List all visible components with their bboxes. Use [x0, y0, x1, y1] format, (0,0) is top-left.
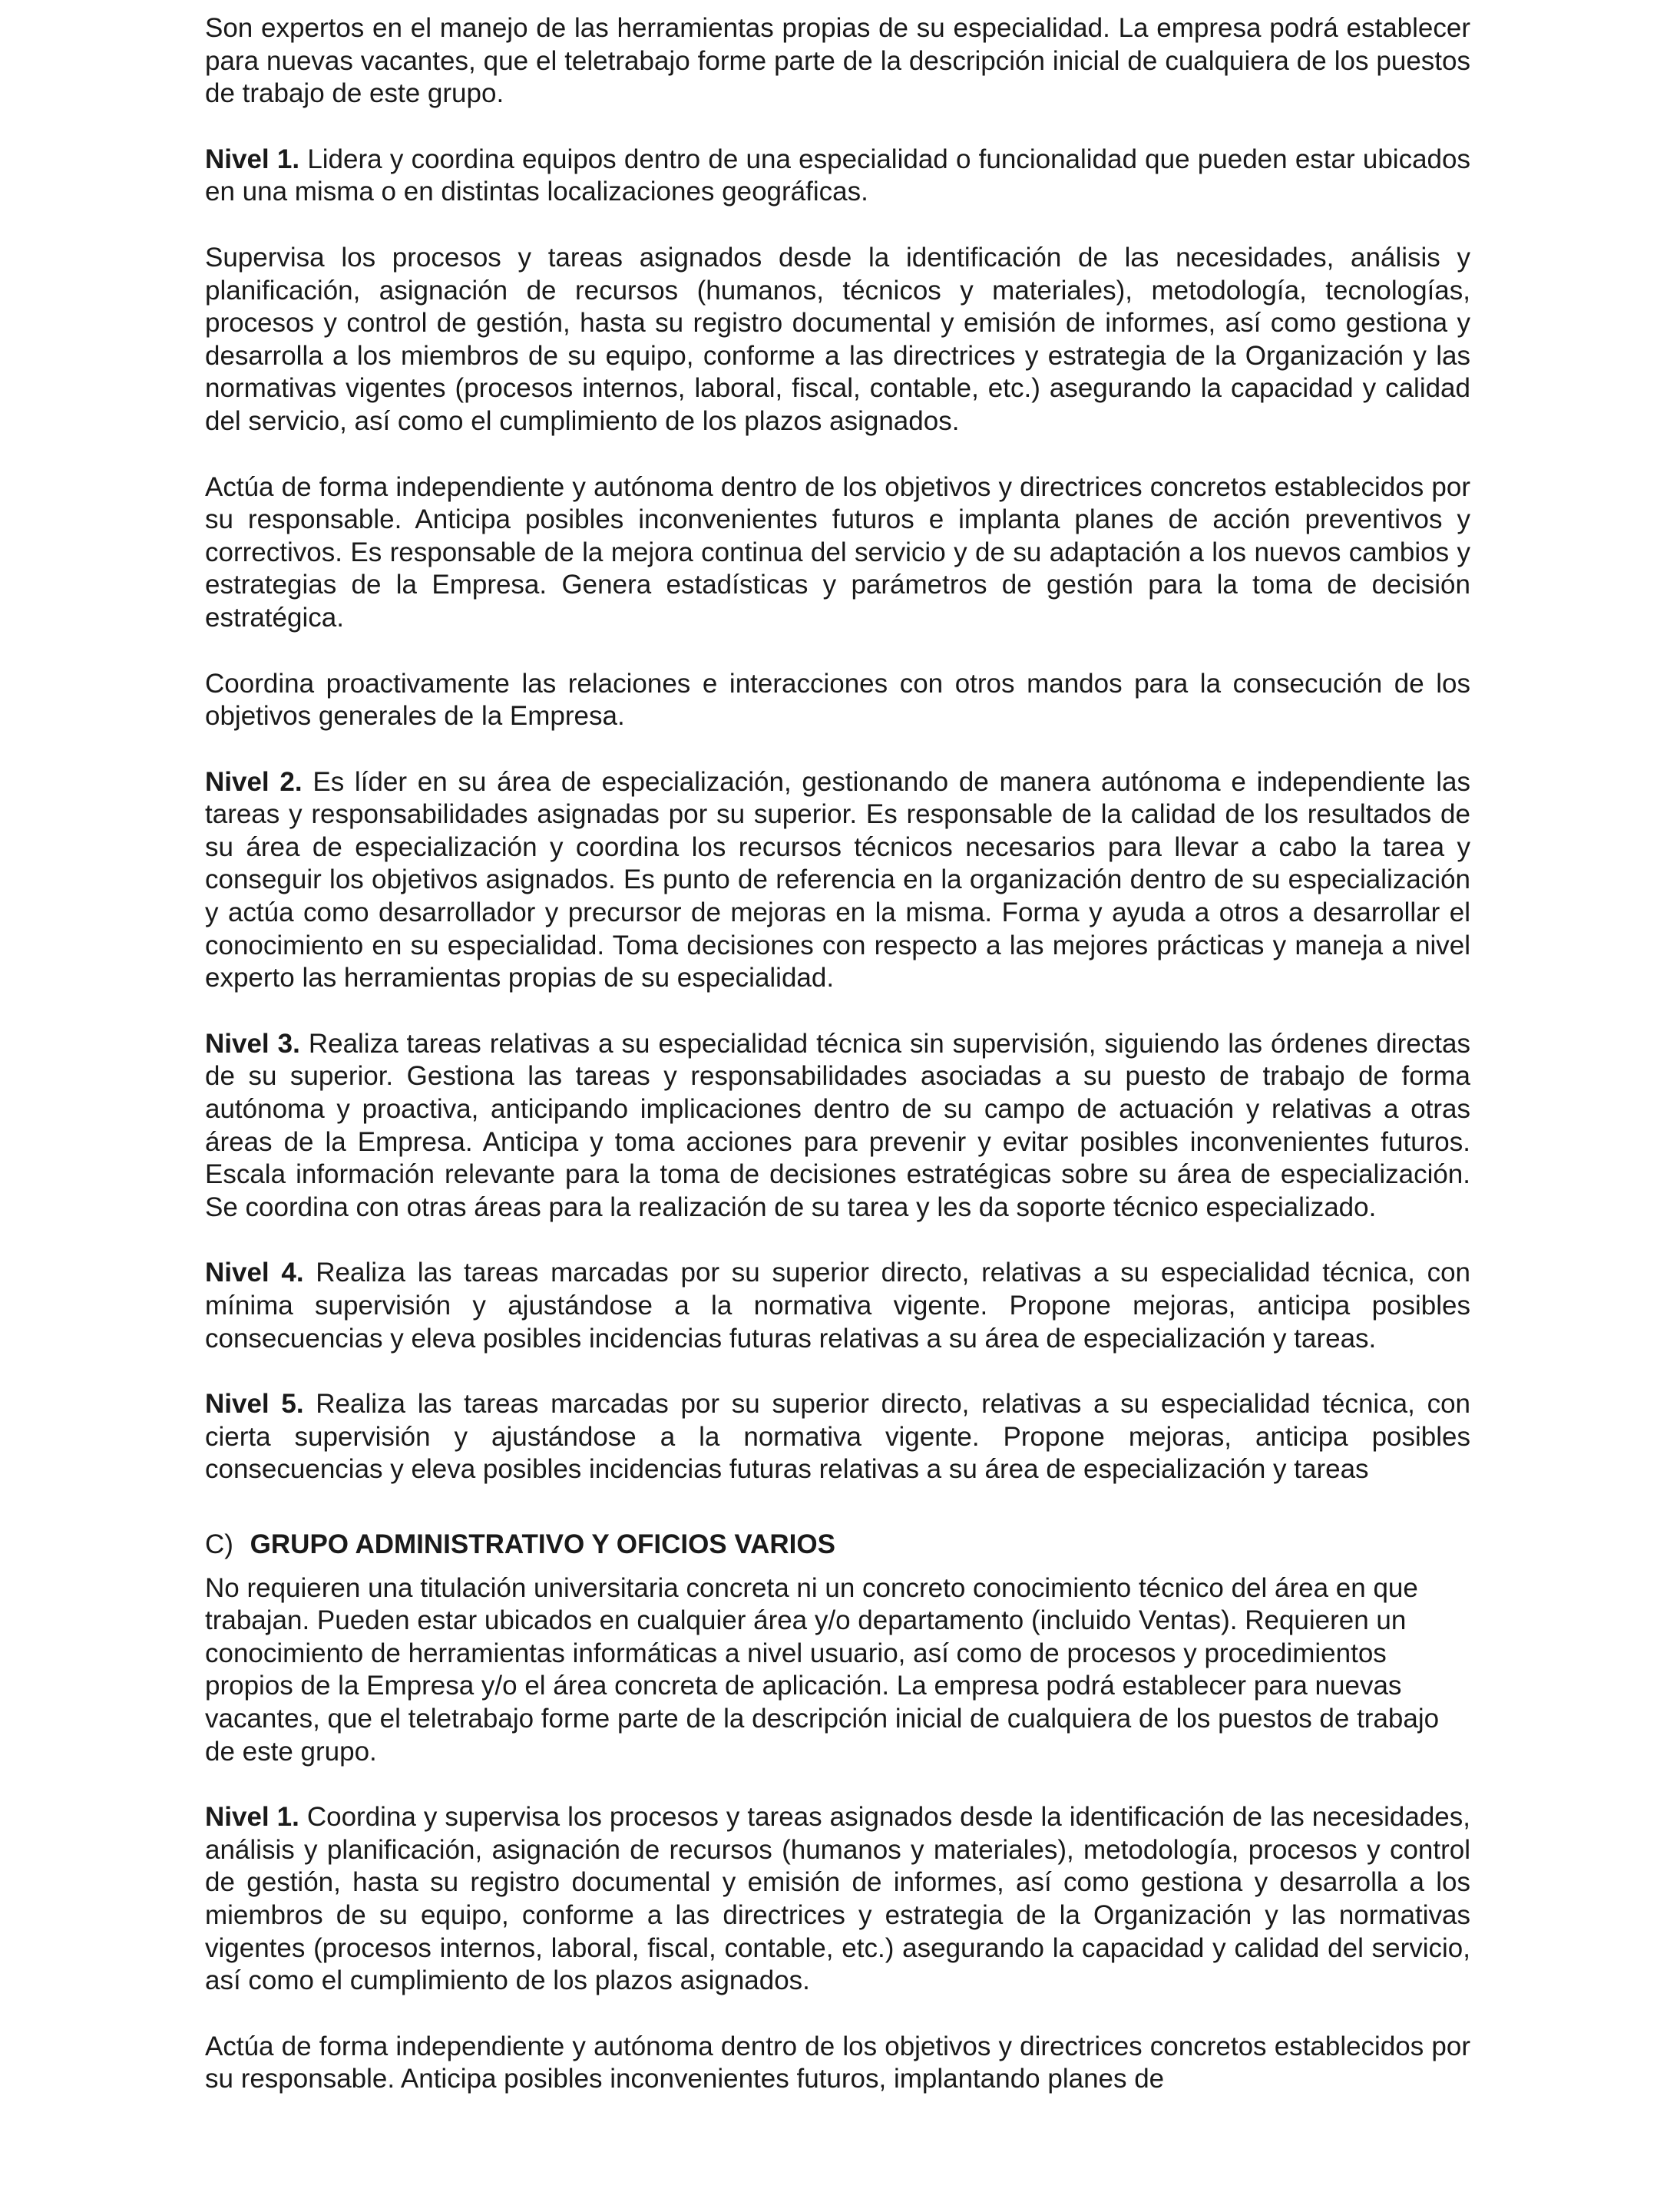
paragraph-nivel-5 [205, 1388, 1470, 1486]
paragraph-text: Coordina y supervisa los procesos y tareas asignados desde la identificación de las necesidades, análisis y planificación, asignación de recursos (humanos y materiales), metodología, procesos y control de gestión, hasta su registro documental y emisión de informes, así como gestiona y desarrolla a los miembros de su equipo, conforme a las directrices y estrategia de la Organización y las normativas vigentes (procesos internos, laboral, fiscal, contable, etc.) asegurando la capacidad y calidad del servicio, así como el cumplimiento de los plazos asignados. [205, 1802, 1470, 1996]
paragraph-intro [205, 12, 1470, 111]
paragraph-label: Nivel 3. [205, 1028, 300, 1059]
paragraph-section-actua [205, 2031, 1470, 2096]
paragraph-label: Nivel 2. [205, 766, 303, 797]
paragraph-text: Supervisa los procesos y tareas asignados desde la identificación de las necesidades, análisis y planificación, asignación de recursos (humanos, técnicos y materiales), metodología, tecnologías, procesos y control de gestión, hasta su registro documental y emisión de informes, así como gestiona y desarrolla a los miembros de su equipo, conforme a las directrices y estrategia de la Organización y las normativas vigentes (procesos internos, laboral, fiscal, contable, etc.) asegurando la capacidad y calidad del servicio, así como el cumplimiento de los plazos asignados. [205, 242, 1470, 436]
paragraph-nivel-3 [205, 1028, 1470, 1225]
paragraph-text: Realiza las tareas marcadas por su superior directo, relativas a su especialidad técnica, con cierta supervisión y ajustándose a la normativa vigente. Propone mejoras, anticipa posibles consecuencias y eleva posibles incidencias futuras relativas a su área de especialización y tareas [205, 1389, 1471, 1485]
paragraph-text: Realiza tareas relativas a su especialidad técnica sin supervisión, siguiendo las órdenes directas de su superior. Gestiona las tareas y responsabilidades asociadas a su puesto de trabajo de forma autónoma y proactiva, anticipando implicaciones dentro de su campo de actuación y relativas a otras áreas de la Empresa. Anticipa y toma acciones para prevenir y evitar posibles inconvenientes futuros. Escala información relevante para la toma de decisiones estratégicas sobre su área de especialización. Se coordina con otras áreas para la realización de su tarea y les da soporte técnico especializado. [205, 1028, 1470, 1222]
paragraph-section-intro [205, 1572, 1470, 1769]
paragraph-actua [205, 471, 1470, 635]
paragraph-nivel-1 [205, 144, 1470, 209]
paragraph-label: Nivel 1. [205, 1802, 299, 1833]
paragraph-text: No requieren una titulación universitaria concreta ni un concreto conocimiento técnico del área en que trabajan. Pueden estar ubicados en cualquier área y/o departamento (incluido Ventas). Requieren un conocimiento de herramientas informáticas a nivel usuario, así como de procesos y procedimientos propios de la Empresa y/o el área concreta de aplicación. La empresa podrá establecer para nuevas vacantes, que el teletrabajo forme parte de la descripción inicial de cualquiera de los puestos de trabajo de este grupo. [205, 1572, 1440, 1767]
paragraph-section-nivel-1 [205, 1801, 1470, 1998]
paragraph-text: Coordina proactivamente las relaciones e interacciones con otros mandos para la consecución de los objetivos generales de la Empresa. [205, 668, 1470, 732]
paragraph-label: Nivel 4. [205, 1258, 304, 1288]
section-title: GRUPO ADMINISTRATIVO Y OFICIOS VARIOS [250, 1529, 835, 1559]
paragraph-text: Realiza las tareas marcadas por su superior directo, relativas a su especialidad técnica, con mínima supervisión y ajustándose a la normativa vigente. Propone mejoras, anticipa posibles consecuencias y eleva posibles incidencias futuras relativas a su área de especialización y tareas. [205, 1258, 1471, 1354]
paragraph-coordina [205, 668, 1470, 733]
paragraph-label: Nivel 1. [205, 144, 300, 174]
paragraph-label: Nivel 5. [205, 1389, 304, 1420]
document-page [205, 12, 1470, 2096]
paragraph-text: Actúa de forma independiente y autónoma dentro de los objetivos y directrices concretos establecidos por su responsable. Anticipa posibles inconvenientes futuros e implanta planes de acción preventivos y correctivos. Es responsable de la mejora continua del servicio y de su adaptación a los nuevos cambios y estrategias de la Empresa. Genera estadísticas y parámetros de gestión para la toma de decisión estratégica. [205, 471, 1470, 633]
paragraph-nivel-4 [205, 1257, 1470, 1355]
paragraph-text: Lidera y coordina equipos dentro de una especialidad o funcionalidad que pueden estar ubicados en una misma o en distintas localizaciones geográficas. [205, 144, 1470, 207]
paragraph-text: Es líder en su área de especialización, gestionando de manera autónoma e independiente las tareas y responsabilidades asignadas por su superior. Es responsable de la calidad de los resultados de su área de especialización y coordina los recursos técnicos necesarios para llevar a cabo la tarea y conseguir los objetivos asignados. Es punto de referencia en la organización dentro de su especialización y actúa como desarrollador y precursor de mejoras en la misma. Forma y ayuda a otros a desarrollar el conocimiento en su especialidad. Toma decisiones con respecto a las mejores prácticas y maneja a nivel experto las herramientas propias de su especialidad. [205, 766, 1470, 993]
paragraph-supervisa [205, 242, 1470, 438]
paragraph-nivel-2 [205, 766, 1470, 995]
paragraph-text: Son expertos en el manejo de las herramientas propias de su especialidad. La empresa podrá establecer para nuevas vacantes, que el teletrabajo forme parte de la descripción inicial de cualquiera de los puestos de trabajo de este grupo. [205, 13, 1470, 109]
section-letter: C) [205, 1529, 233, 1559]
paragraph-text: Actúa de forma independiente y autónoma dentro de los objetivos y directrices concretos establecidos por su responsable. Anticipa posibles inconvenientes futuros, implantando planes de [205, 2031, 1470, 2094]
section-heading [205, 1529, 1470, 1562]
